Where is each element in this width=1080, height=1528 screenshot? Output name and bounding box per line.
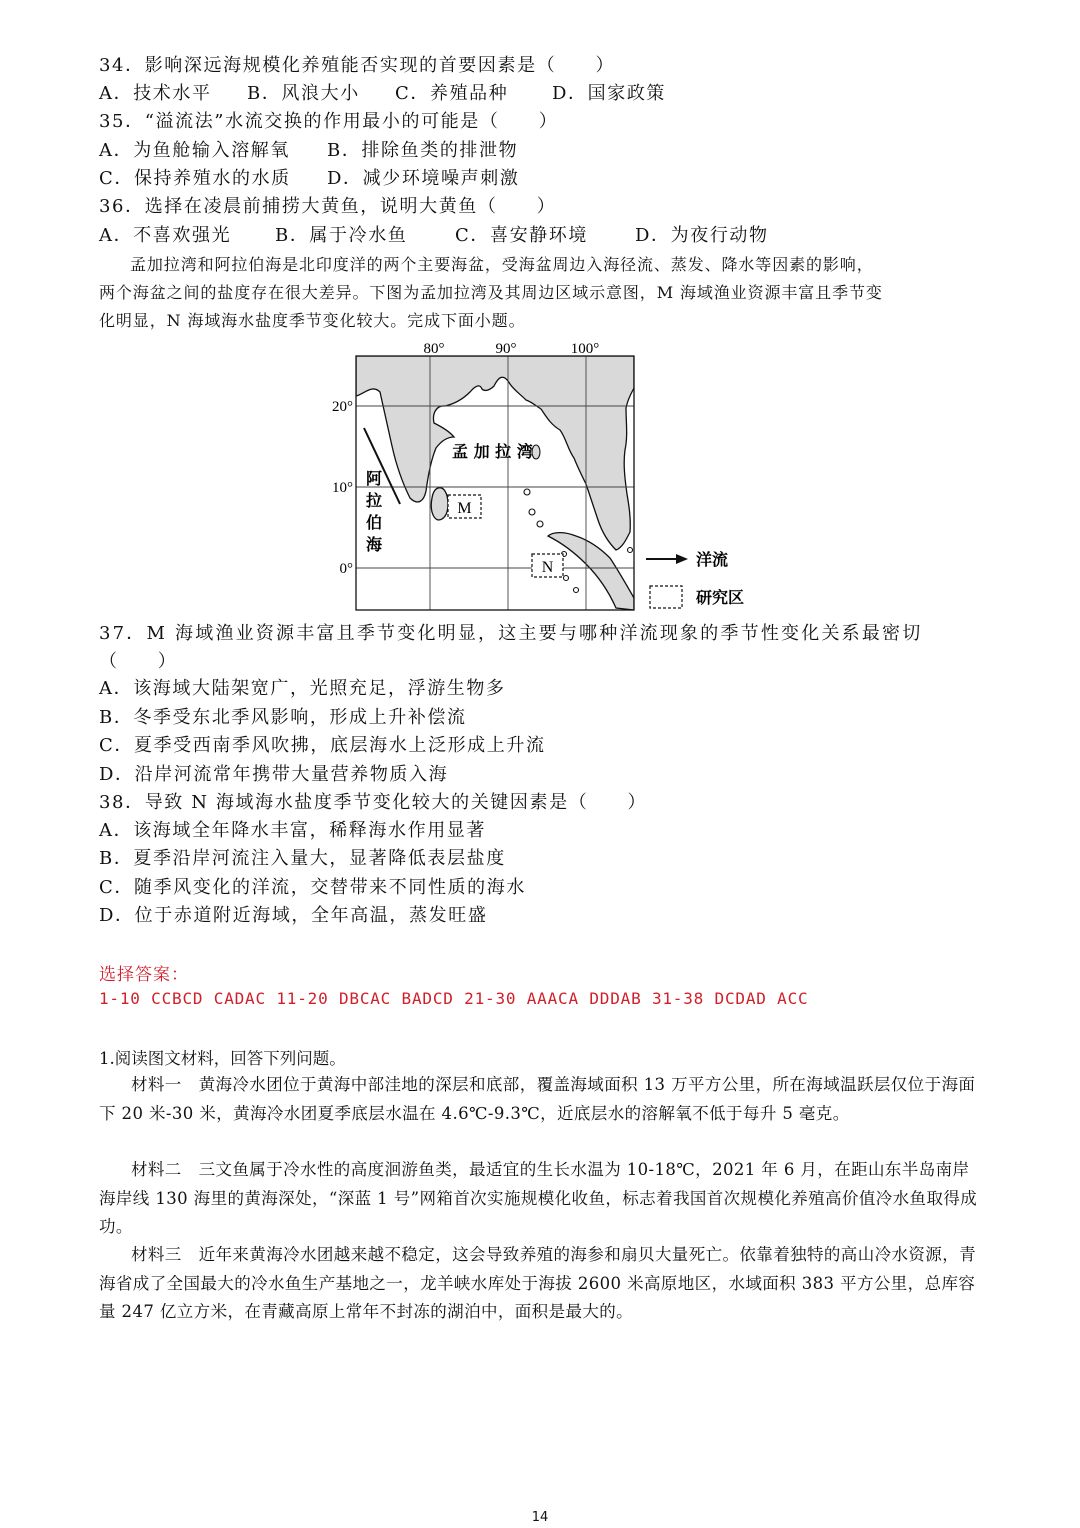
q1-material-1-text: 材料一 黄海冷水团位于黄海中部洼地的深层和底部，覆盖海域面积 13 万平方公里，所在海域温跃层仅位于海面下 20 米-30 米，黄海冷水团夏季底层水温在 4.6℃-9.3℃，近底层水的溶解氧不低于每升 5 毫克。 [99, 1075, 976, 1123]
arabian-sea-char-3: 伯 [366, 513, 383, 532]
q35-option-d: D．减少环境噪声刺激 [327, 168, 520, 189]
q36-option-d: D．为夜行动物 [635, 225, 769, 246]
q36-stem: 36．选择在凌晨前捕捞大黄鱼，说明大黄鱼（ ） [99, 196, 557, 217]
q37-stem-cont: （ ） [99, 651, 178, 672]
q36-option-c: C．喜安静环境 [455, 225, 588, 246]
lon-label-90: 90° [495, 341, 517, 357]
q36-option-a: A．不喜欢强光 [99, 225, 232, 246]
q35-stem: 35．“溢流法”水流交换的作用最小的可能是（ ） [99, 111, 559, 132]
lat-label-0: 0° [339, 561, 353, 577]
islet-4 [537, 521, 543, 527]
q1-material-3 [99, 1241, 979, 1327]
arabian-sea-char-4: 海 [366, 535, 383, 554]
q35-options-row1 [99, 140, 518, 162]
q1-intro: 1.阅读图文材料，回答下列问题。 [99, 1049, 346, 1068]
q34-option-a: A．技术水平 [99, 83, 212, 104]
q36-options [99, 225, 769, 247]
lon-label-100: 100° [570, 341, 600, 357]
passage-line-2: 两个海盆之间的盐度存在很大差异。下图为孟加拉湾及其周边区域示意图，M 海域渔业资源丰富且季节变 [99, 283, 883, 302]
q37-option-b: B．冬季受东北季风影响，形成上升补偿流 [99, 707, 467, 728]
bay-of-bengal-map [320, 336, 760, 616]
lon-label-80: 80° [423, 341, 445, 357]
answer-key-heading: 选择答案： [99, 965, 189, 985]
arabian-sea-char-2: 拉 [366, 491, 383, 510]
q35-options-row2 [99, 168, 519, 190]
q38-option-c: C．随季风变化的洋流，交替带来不同性质的海水 [99, 877, 526, 898]
q37-option-a: A．该海域大陆架宽广，光照充足，浮游生物多 [99, 678, 506, 699]
q1-material-2 [99, 1156, 979, 1242]
legend-study-area-label: 研究区 [696, 588, 745, 607]
passage-line-1: 孟加拉湾和阿拉伯海是北印度洋的两个主要海盆，受海盆周边入海径流、蒸发、降水等因素的影响， [130, 255, 874, 274]
islet-8 [628, 548, 633, 553]
lat-label-20: 20° [332, 399, 353, 415]
q38-option-d: D．位于赤道附近海域，全年高温，蒸发旺盛 [99, 905, 488, 926]
legend-arrowhead-icon [676, 554, 688, 564]
islet-6 [564, 576, 569, 581]
q34-option-b: B．风浪大小 [247, 83, 360, 104]
study-area-m-label: M [457, 500, 472, 517]
q37-option-d: D．沿岸河流常年携带大量营养物质入海 [99, 764, 449, 785]
q36-option-b: B．属于冷水鱼 [275, 225, 408, 246]
lat-label-10: 10° [332, 480, 353, 496]
q34-option-d: D．国家政策 [552, 83, 667, 104]
q34-option-c: C．养殖品种 [395, 83, 509, 104]
q34-options [99, 83, 666, 105]
study-area-n-label: N [541, 559, 554, 576]
q35-option-b: B．排除鱼类的排泄物 [327, 140, 519, 161]
q37-option-c: C．夏季受西南季风吹拂，底层海水上泛形成上升流 [99, 735, 546, 756]
q38-option-b: B．夏季沿岸河流注入量大，显著降低表层盐度 [99, 848, 506, 869]
islet-3 [529, 509, 535, 515]
arabian-sea-char-1: 阿 [366, 469, 383, 488]
answer-key-line: 1-10 CCBCD CADAC 11-20 DBCAC BADCD 21-30 AAACA DDDAB 31-38 DCDAD ACC [99, 989, 809, 1008]
andaman-islet-1 [532, 445, 540, 459]
q35-option-c: C．保持养殖水的水质 [99, 168, 291, 189]
q37-stem: 37．M 海域渔业资源丰富且季节变化明显，这主要与哪种洋流现象的季节性变化关系最密切 [99, 623, 923, 644]
q1-material-1 [99, 1071, 979, 1128]
passage-line-3: 化明显，N 海域海水盐度季节变化较大。完成下面小题。 [99, 311, 526, 330]
q34-stem: 34．影响深远海规模化养殖能否实现的首要因素是（ ） [99, 55, 616, 76]
page-number: 14 [531, 1510, 549, 1525]
islet-7 [574, 588, 579, 593]
q38-stem: 38．导致 N 海域海水盐度季节变化较大的关键因素是（ ） [99, 792, 648, 813]
q1-material-3-text: 材料三 近年来黄海冷水团越来越不稳定，这会导致养殖的海参和扇贝大量死亡。依靠着独特的高山冷水资源，青海省成了全国最大的冷水鱼生产基地之一，龙羊峡水库处于海拔 2600 米高原地区，水域面积 383 平方公里，总库容量 247 亿立方米，在青藏高原上常年不封冻的湖泊中，面积是最大的。 [99, 1245, 976, 1321]
q38-option-a: A．该海域全年降水丰富，稀释海水作用显著 [99, 820, 486, 841]
legend-study-area-icon [650, 586, 682, 608]
q35-option-a: A．为鱼舱输入溶解氧 [99, 140, 290, 161]
legend-current-label: 洋流 [696, 550, 729, 569]
islet-2 [524, 489, 530, 495]
sri-lanka-island [431, 488, 448, 520]
bay-of-bengal-label: 孟 加 拉 湾 [452, 442, 533, 461]
q1-material-2-text: 材料二 三文鱼属于冷水性的高度洄游鱼类，最适宜的生长水温为 10-18℃，2021 年 6 月，在距山东半岛南岸海岸线 130 海里的黄海深处，“深蓝 1 号”网箱首次实施规模化收鱼，标志着我国首次规模化养殖高价值冷水鱼取得成功。 [99, 1160, 978, 1236]
